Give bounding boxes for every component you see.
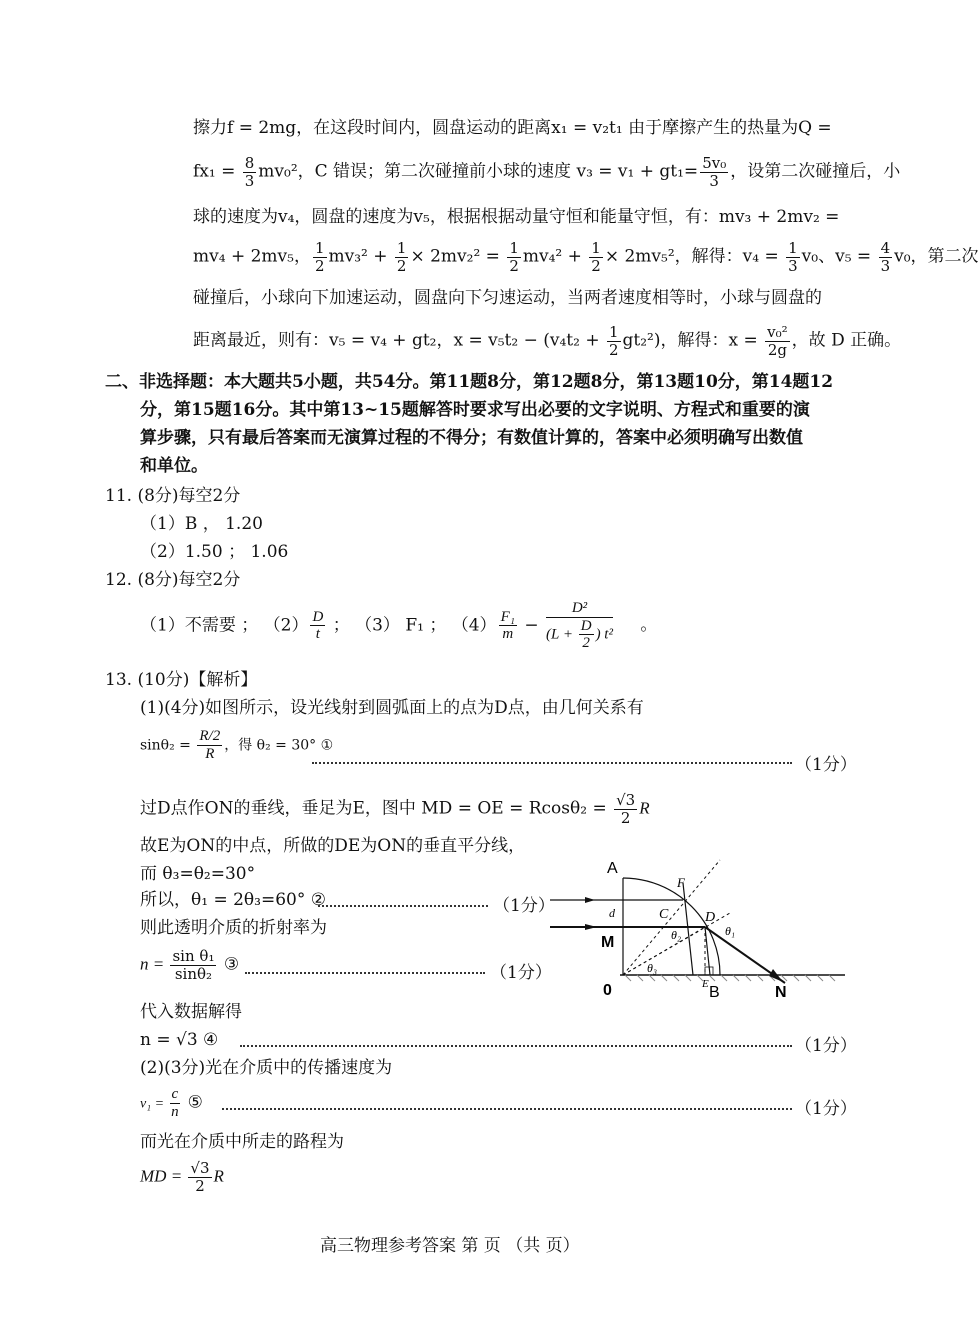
q13-step-5: 所以，θ₁ = 2θ₃=60° ② [140, 890, 326, 910]
label-A: A [607, 860, 618, 877]
label-theta1: θ₁ [725, 924, 736, 938]
leader-dots [245, 972, 485, 974]
score-mark: （1分） [493, 896, 555, 916]
para-line-1: 擦力f = 2mg，在这段时间内，圆盘运动的距离x₁ = v₂t₁ 由于摩擦产生的热量为Q = [193, 118, 832, 138]
q13-step-9: 而光在介质中所走的路程为 [140, 1132, 344, 1152]
label-E: E [702, 978, 709, 990]
label-O: 0 [603, 982, 612, 999]
page-footer: 高三物理参考答案 第 页 （共 页） [320, 1236, 580, 1256]
score-mark: （1分） [795, 1099, 857, 1119]
optics-diagram [545, 855, 855, 1005]
q13-eq-4: n = √3 ④ [140, 1030, 219, 1050]
para-line-5: 碰撞后，小球向下加速运动，圆盘向下匀速运动，当两者速度相等时，小球与圆盘的 [193, 288, 822, 308]
section2-line-1: 二、非选择题：本大题共5小题，共54分。第11题8分，第12题8分，第13题10分，第14题12 [105, 372, 834, 392]
q11-answer-2: （2）1.50 ； 1.06 [140, 542, 289, 562]
q11-answer-1: （1）B ， 1.20 [140, 514, 263, 534]
label-d: d [609, 906, 615, 920]
score-mark: （1分） [490, 963, 552, 983]
q12-answers: （1）不需要 ； （2） $\frac{D}{t}$ ； （3） F₁ ； （4） $\frac{\text{F₁}}{m}$ − D² (L + $\frac{D}{2}$ ) t² 。 [140, 600, 658, 651]
label-D: D [705, 910, 716, 925]
label-theta2: θ₂ [671, 928, 682, 942]
section2-line-4: 和单位。 [140, 456, 208, 476]
q13-step-1: (1)(4分)如图所示，设光线射到圆弧面上的点为D点，由几何关系有 [140, 698, 644, 718]
q13-eq-6: MD = $\frac{√3}{2}$ R [140, 1159, 224, 1195]
q13-step-3: 故E为ON的中点，所做的DE为ON的垂直平分线， [140, 836, 526, 856]
leader-dots [240, 1045, 792, 1047]
q13-step-6: 则此透明介质的折射率为 [140, 918, 327, 938]
label-C: C [659, 907, 669, 922]
label-N: N [775, 984, 787, 1001]
q13-eq-1: sinθ₂ = $\frac{R/2}{R}$ ，得 θ₂ = 30° ① [140, 728, 334, 762]
q13-step-8: (2)(3分)光在介质中的传播速度为 [140, 1058, 393, 1078]
para-line-3: 球的速度为v₄，圆盘的速度为v₅，根据根据动量守恒和能量守恒，有：mv₃ + 2mv₂ = [193, 207, 840, 227]
label-M: M [601, 934, 615, 951]
q13-step-7: 代入数据解得 [140, 1002, 242, 1022]
para-line-4: mv₄ + 2mv₅， $\frac{1}{2}$ mv₃² + $\frac{1}{2}$ × 2mv₂² = $\frac{1}{2}$ mv₄² + $\frac{1}{2}$ × 2mv₅²，解得：v₄ = $\frac{1}{3}$ v₀、v₅ = $\frac{4}{3}$ v₀，第二次 [193, 239, 979, 275]
label-theta3: θ₃ [647, 961, 658, 975]
q13-step-4: 而 θ₃=θ₂=30° [140, 864, 256, 884]
label-F: F [677, 875, 685, 890]
q13-eq-5: v₁ = $\frac{c}{n}$ ⑤ [140, 1086, 203, 1120]
section2-line-3: 算步骤，只有最后答案而无演算过程的不得分；有数值计算的，答案中必须明确写出数值 [140, 428, 803, 448]
para-line-2: fx₁ = $\frac{8}{3}$ mv₀²，C 错误；第二次碰撞前小球的速度 v₃ = v₁ + gt₁= $\frac{\text{5v₀}}{3}$ ，设第二次碰撞后，小 [193, 154, 901, 190]
label-B: B [709, 984, 720, 1001]
score-mark: （1分） [795, 1036, 857, 1056]
section2-line-2: 分，第15题16分。其中第13~15题解答时要求写出必要的文字说明、方程式和重要的演 [140, 400, 810, 420]
leader-dots [312, 762, 792, 764]
q12-heading: 12. (8分)每空2分 [105, 570, 241, 590]
leader-dots [318, 905, 488, 907]
score-mark: （1分） [795, 755, 857, 775]
q13-heading: 13. (10分)【解析】 [105, 670, 258, 690]
para-line-6: 距离最近，则有：v₅ = v₄ + gt₂，x = v₅t₂ − (v₄t₂ + $\frac{1}{2}$ gt₂²)，解得：x = $\frac{\text{v₀²}}{2g}$ ，故 D 正确。 [193, 323, 902, 359]
q13-eq-3: n = $\frac{\text{sin θ₁}}{\text{sinθ₂}}$ ③ [140, 947, 240, 983]
q13-step-2: 过D点作ON的垂线，垂足为E，图中 MD = OE = Rcosθ₂ = $\frac{√3}{2}$ R [140, 791, 650, 827]
q11-heading: 11. (8分)每空2分 [105, 486, 241, 506]
leader-dots [222, 1108, 792, 1110]
